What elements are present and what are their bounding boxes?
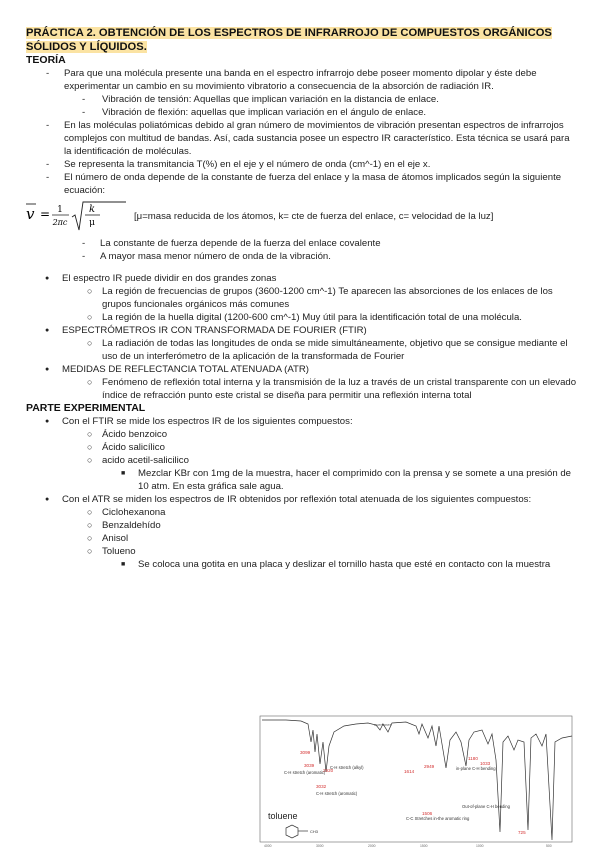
experimental-heading: PARTE EXPERIMENTAL bbox=[26, 402, 146, 414]
force-constant-item: - La constante de fuerza depende de la fuerza del enlace covalente bbox=[26, 237, 578, 250]
title-line-1: PRÁCTICA 2. OBTENCIÓN DE LOS ESPECTROS DE INFRARROJO DE COMPUESTOS ORGÁNICOS bbox=[26, 27, 552, 39]
equation-graphic bbox=[26, 199, 130, 235]
x-tick: 3000 bbox=[316, 844, 324, 848]
mass-item: - A mayor masa menor número de onda de la vibración. bbox=[26, 250, 578, 263]
compound-item: ○ Tolueno bbox=[26, 545, 578, 558]
fraction-denominator: 2πc bbox=[52, 218, 68, 227]
peak-2920: 2920 bbox=[323, 768, 334, 773]
document-page bbox=[26, 26, 578, 571]
zona-grupos-item: ○ La región de frecuencias de grupos (3600-1200 cm^-1) Te aparecen las absorciones de los enlaces de los grupos funcionales orgánicos más comunes bbox=[26, 285, 578, 311]
overtones-label: overtones bbox=[374, 722, 392, 727]
mu-symbol: μ bbox=[89, 218, 95, 228]
fraction-numerator: 1 bbox=[57, 205, 63, 215]
equation-note: [μ=masa reducida de los átomos, k= cte de fuerza del enlace, c= velocidad de la luz] bbox=[134, 211, 494, 222]
peak-1506: 1506 bbox=[422, 811, 433, 816]
vibration-tension-item: - Vibración de tensión: Aquellas que implican variación en la distancia de enlace. bbox=[26, 93, 578, 106]
ftir-description: ○ La radiación de todas las longitudes de onda se mide simultáneamente, objetivo que se consigue mediante el uso de un interferómetro de la aplicación de la transformada de Fourier bbox=[26, 337, 578, 363]
peak-725: 725 bbox=[518, 830, 526, 835]
inplane-bending-label: in-plane C-H bending bbox=[456, 766, 496, 771]
ch-aromatic-label-2: C-H stretch (aromatic) bbox=[316, 791, 358, 796]
oop-bending-label: Out-of-plane C-H bending bbox=[462, 804, 510, 809]
wavenumber-equation bbox=[26, 199, 578, 235]
nu-symbol: v bbox=[26, 205, 35, 223]
teoria-paragraph-4: - El número de onda depende de la constante de fuerza del enlace y la masa de átomos implicados según la siguiente ecuación: bbox=[26, 171, 578, 197]
peak-1033: 1033 bbox=[480, 761, 491, 766]
x-tick: 1500 bbox=[420, 844, 428, 848]
peak-2949: 2949 bbox=[424, 764, 435, 769]
compound-name: toluene bbox=[268, 811, 298, 821]
compound-item: ○ Ciclohexanona bbox=[26, 506, 578, 519]
title-line-2: SÓLIDOS Y LÍQUIDOS. bbox=[26, 41, 147, 53]
atr-description: ○ Fenómeno de reflexión total interna y la transmisión de la luz a través de un cristal transparente con un elevado índice de refracción punto este cristal se diseña para permitir una reflexión interna total bbox=[26, 376, 578, 402]
kbr-procedure-note: ■ Mezclar KBr con 1mg de la muestra, hacer el comprimido con la prensa y se somete a una presión de 10 atm. En esta gráfica sale agua. bbox=[26, 467, 578, 493]
document-title bbox=[26, 26, 578, 54]
ch-aromatic-label: C-H stretch (aromatic) bbox=[284, 770, 326, 775]
toluene-ir-spectrum bbox=[256, 712, 576, 848]
teoria-paragraph-1: - Para que una molécula presente una banda en el espectro infrarrojo debe poseer momento dipolar y éste debe experimentar un cambio en su movimiento vibratorio a consecuencia de la absorción de radiación IR. bbox=[26, 67, 578, 93]
teoria-paragraph-3: - Se representa la transmitancia T(%) en el eje y el número de onda (cm^-1) en el eje x. bbox=[26, 158, 578, 171]
peak-3099: 3099 bbox=[300, 750, 311, 755]
x-tick: 4000 bbox=[264, 844, 272, 848]
atr-procedure-note: ■ Se coloca una gotita en una placa y deslizar el tornillo hasta que esté en contacto con la muestra bbox=[26, 558, 578, 571]
zonas-bullet: ● El espectro IR puede dividir en dos grandes zonas bbox=[26, 272, 578, 285]
equals-sign: = bbox=[40, 207, 51, 221]
peak-3032: 3032 bbox=[316, 784, 327, 789]
compound-item: ○ Ácido salicílico bbox=[26, 441, 578, 454]
peak-1614: 1614 bbox=[404, 769, 415, 774]
methyl-label: CH3 bbox=[310, 829, 319, 834]
peak-1180: 1180 bbox=[468, 756, 478, 761]
atr-compounds-bullet: ● Con el ATR se miden los espectros de IR obtenidos por reflexión total atenuada de los siguientes compuestos: bbox=[26, 493, 578, 506]
peak-3039: 3039 bbox=[304, 763, 315, 768]
ftir-bullet: ● ESPECTRÓMETROS IR CON TRANSFORMADA DE FOURIER (FTIR) bbox=[26, 324, 578, 337]
compound-item: ○ acido acetil-salicilico bbox=[26, 454, 578, 467]
x-tick: 1000 bbox=[476, 844, 484, 848]
k-symbol: k bbox=[88, 204, 96, 215]
ch-alkyl-label: C-H stretch (alkyl) bbox=[330, 765, 364, 770]
x-tick: 2000 bbox=[368, 844, 376, 848]
teoria-paragraph-2: - En las moléculas poliatómicas debido al gran número de movimientos de vibración presentan espectros de infrarrojos complejos con multitud de bandas. Así, cada sustancia posee un espectro IR característico. Esta técnica se usará para la identificación de moléculas. bbox=[26, 119, 578, 158]
compound-item: ○ Ácido benzoico bbox=[26, 428, 578, 441]
compound-item: ○ Anisol bbox=[26, 532, 578, 545]
teoria-heading: TEORÍA bbox=[26, 54, 66, 66]
ftir-compounds-bullet: ● Con el FTIR se mide los espectros IR de los siguientes compuestos: bbox=[26, 415, 578, 428]
atr-bullet: ● MEDIDAS DE REFLECTANCIA TOTAL ATENUADA (ATR) bbox=[26, 363, 578, 376]
zona-huella-item: ○ La región de la huella digital (1200-600 cm^-1) Muy útil para la identificación total de una molécula. bbox=[26, 311, 578, 324]
x-tick: 500 bbox=[546, 844, 552, 848]
compound-item: ○ Benzaldehído bbox=[26, 519, 578, 532]
vibration-flexion-item: - Vibración de flexión: aquellas que implican variación en el ángulo de enlace. bbox=[26, 106, 578, 119]
cc-stretch-label: C-C Stretches in-the aromatic ring bbox=[406, 816, 470, 821]
